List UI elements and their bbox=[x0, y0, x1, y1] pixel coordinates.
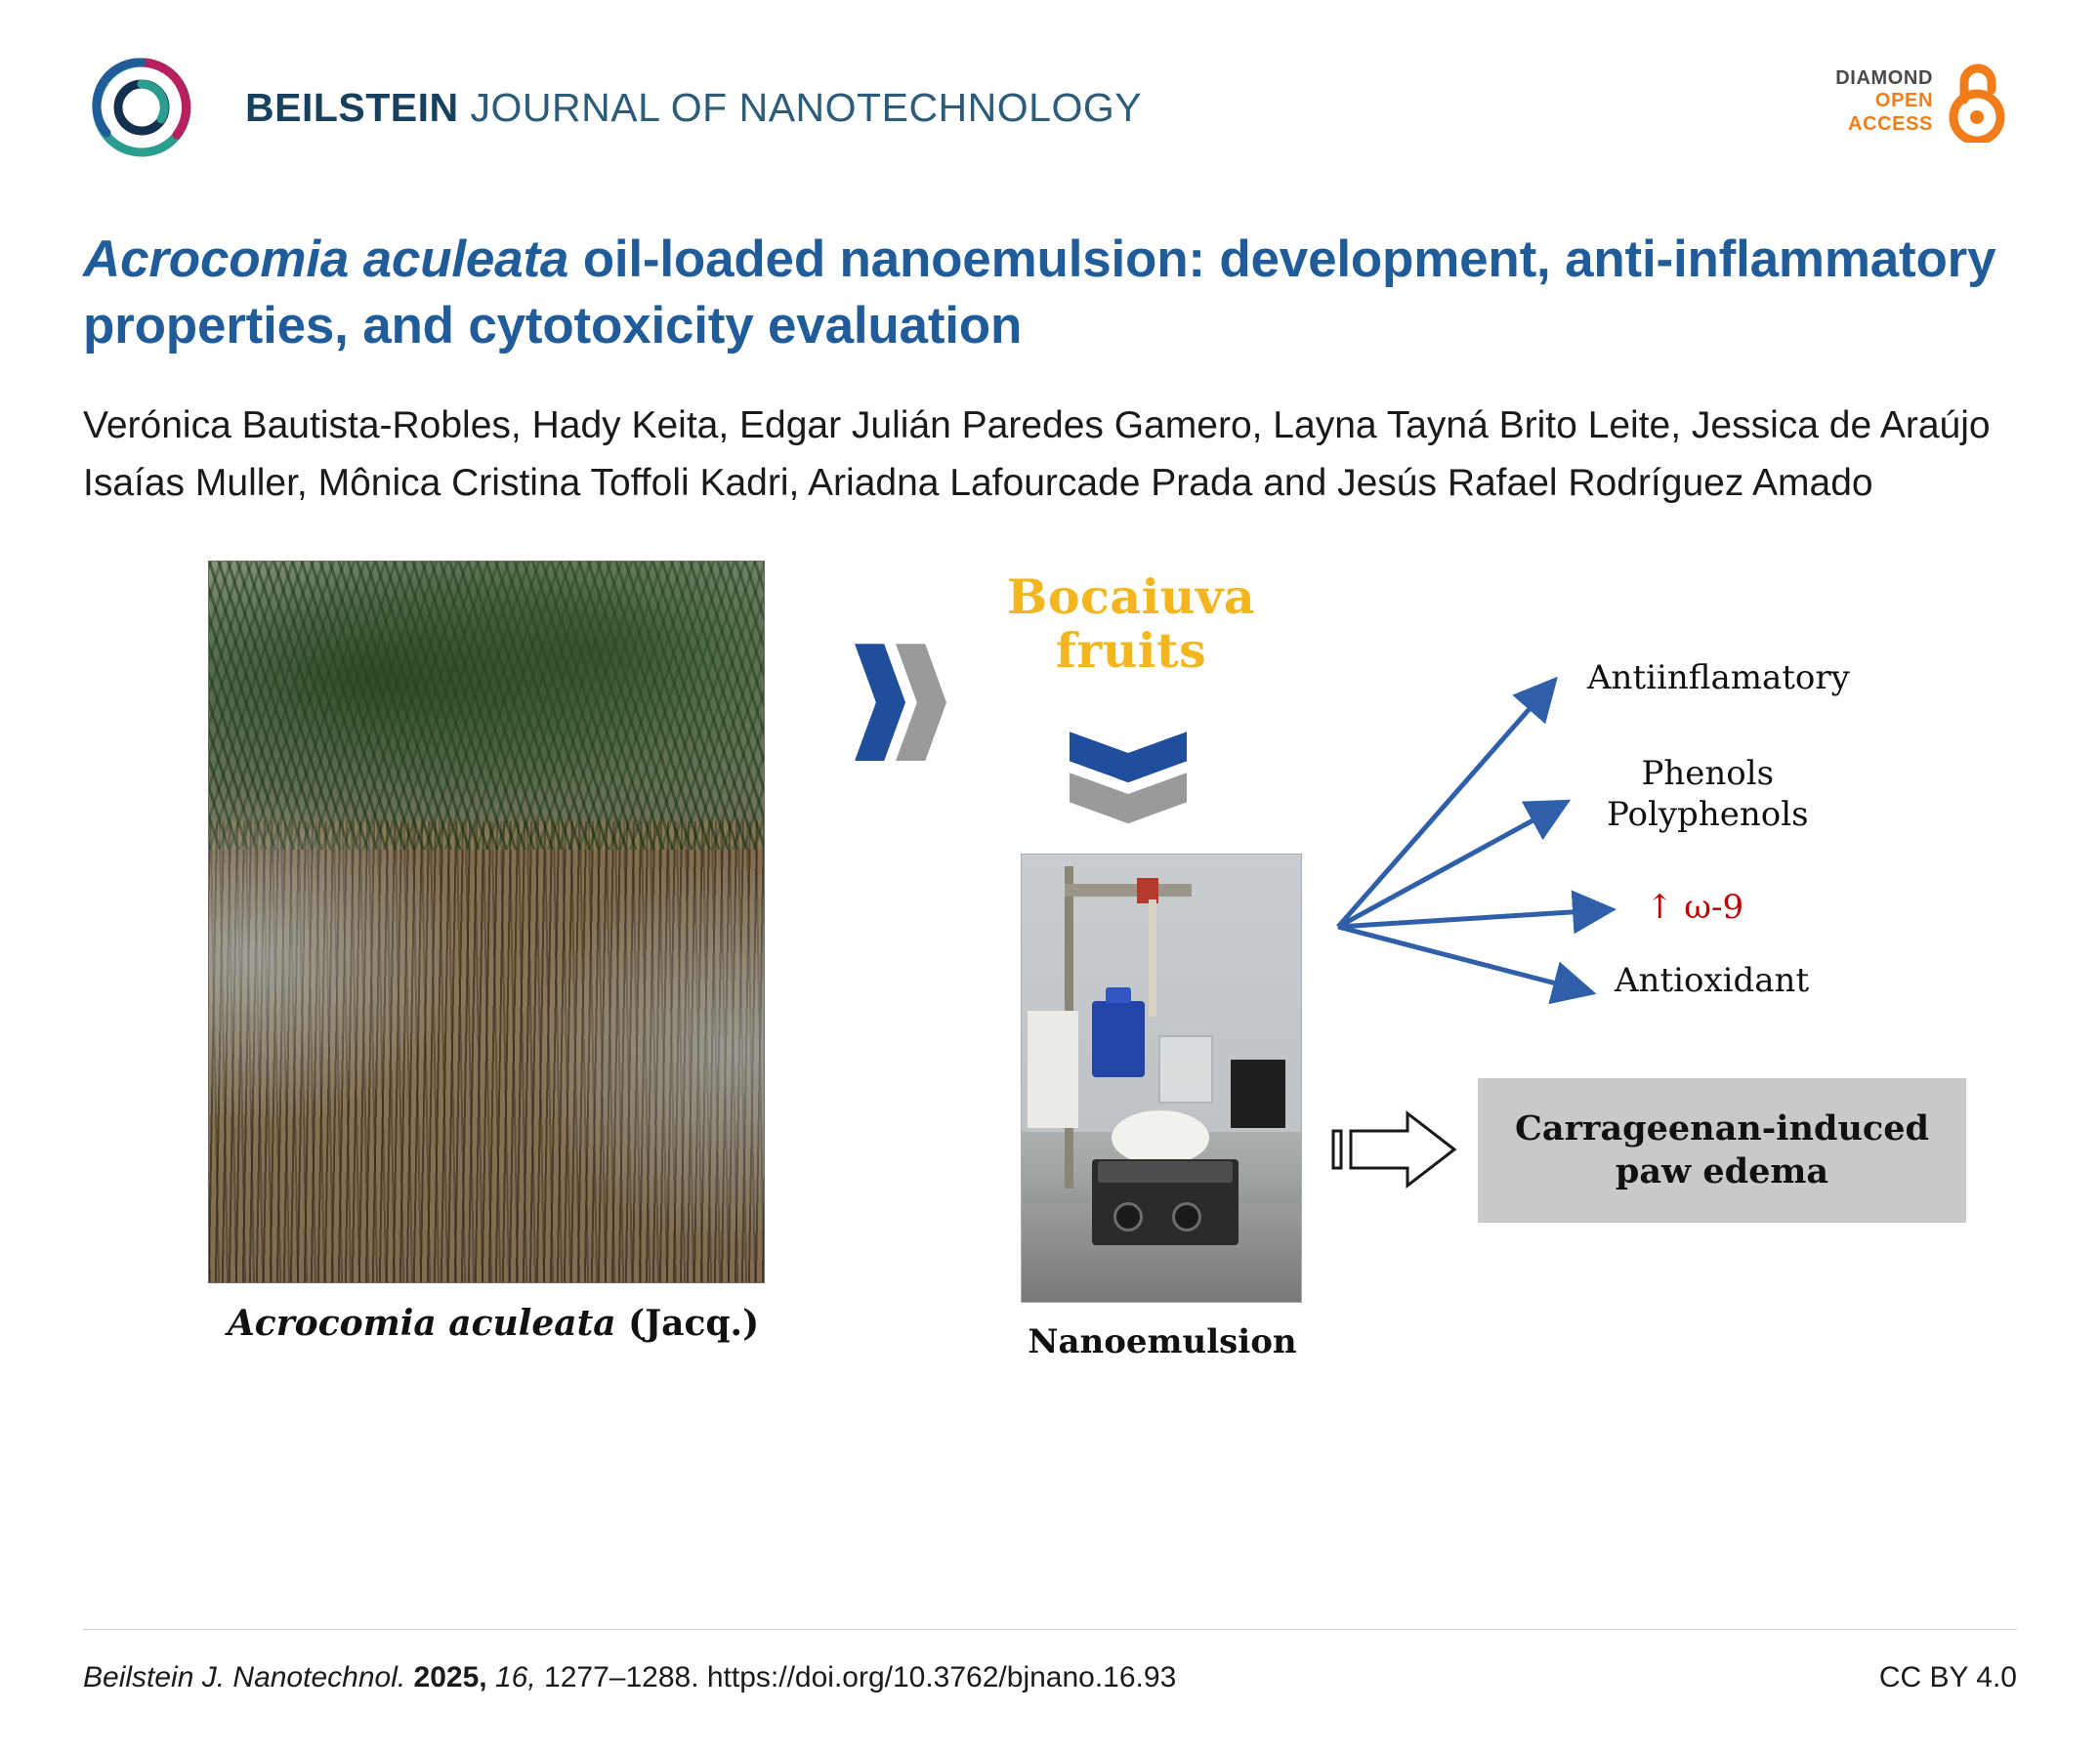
title-remainder: oil-loaded nanoemulsion: development, anti-inflammatory properties, and cytotoxicity evaluation bbox=[83, 230, 1996, 355]
acrocomia-palm-photo bbox=[208, 561, 765, 1283]
journal-title bbox=[245, 85, 1142, 131]
outcome-phenols-line2: Polyphenols bbox=[1607, 794, 1809, 834]
author-list: Verónica Bautista-Robles, Hady Keita, Edgar Julián Paredes Gamero, Layna Tayná Brito Leite, Jessica de Araújo Isaías Muller, Mônica Cristina Toffoli Kadri, Ariadna Lafourcade Prada and Jesús Rafael Rodríguez Amado bbox=[83, 403, 1991, 504]
footer-divider bbox=[83, 1629, 2017, 1630]
citation-doi[interactable]: https://doi.org/10.3762/bjnano.16.93 bbox=[706, 1661, 1177, 1693]
paw-edema-line2: paw edema bbox=[1615, 1151, 1829, 1192]
open-access-badge bbox=[1835, 61, 2007, 143]
open-lock-icon bbox=[1947, 61, 2007, 143]
open-access-line-diamond: DIAMOND bbox=[1835, 66, 1933, 89]
bocaiuva-line-2: fruits bbox=[1055, 622, 1207, 680]
graphical-abstract bbox=[83, 551, 2017, 1391]
palm-caption-species: Acrocomia aculeata bbox=[227, 1303, 616, 1345]
nanoemulsion-caption: Nanoemulsion bbox=[1028, 1322, 1297, 1362]
paw-edema-box bbox=[1478, 1078, 1966, 1223]
open-arrow-icon bbox=[1331, 1107, 1458, 1191]
page-title bbox=[83, 227, 1997, 359]
outcome-antiinflammatory: Antiinflamatory bbox=[1587, 658, 1850, 698]
citation-year: 2025, bbox=[413, 1661, 487, 1693]
journal-name-bold: BEILSTEIN bbox=[245, 84, 459, 130]
citation-volume: 16, bbox=[494, 1661, 536, 1693]
bocaiuva-line-1: Bocaiuva bbox=[1006, 568, 1256, 626]
citation-pages: 1277–1288. bbox=[544, 1661, 699, 1693]
outcome-phenols-line1: Phenols bbox=[1641, 754, 1775, 794]
nanoemulsion-lab-photo bbox=[1021, 854, 1302, 1303]
page-header bbox=[83, 0, 2017, 156]
title-species-italic: Acrocomia aculeata bbox=[83, 230, 569, 288]
citation-journal: Beilstein J. Nanotechnol. bbox=[83, 1661, 406, 1693]
beilstein-spiral-logo-icon bbox=[83, 49, 200, 166]
palm-caption-authority: (Jacq.) bbox=[615, 1303, 760, 1345]
open-access-line-open: OPEN bbox=[1874, 90, 1933, 112]
outcome-omega-9: ↑ ω-9 bbox=[1646, 888, 1744, 928]
bocaiuva-label bbox=[970, 570, 1292, 678]
open-access-line-access: ACCESS bbox=[1848, 112, 1933, 135]
outcome-phenols bbox=[1607, 754, 1809, 835]
outcome-antioxidant: Antioxidant bbox=[1615, 961, 1810, 1001]
page-footer bbox=[83, 1661, 2017, 1694]
license-label: CC BY 4.0 bbox=[1878, 1661, 2017, 1693]
citation-line bbox=[83, 1661, 1176, 1694]
journal-name-light: JOURNAL OF NANOTECHNOLOGY bbox=[458, 84, 1143, 130]
palm-photo-caption bbox=[200, 1303, 786, 1344]
paw-edema-line1: Carrageenan-induced bbox=[1515, 1108, 1929, 1149]
